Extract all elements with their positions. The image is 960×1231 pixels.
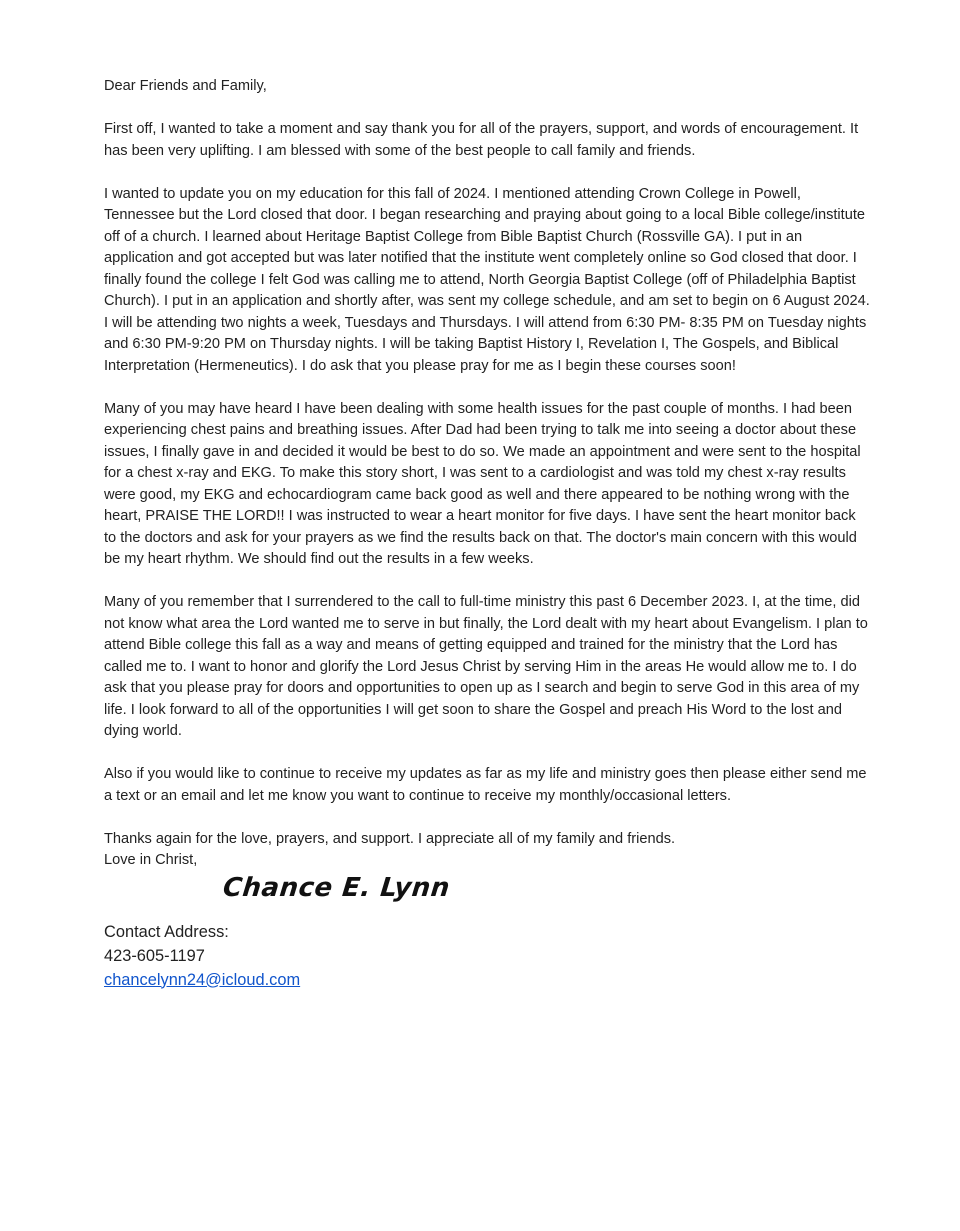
paragraph-thanks: First off, I wanted to take a moment and say thank you for all of the prayers, support, and words of encouragement. It has been very uplifting. I am blessed with some of the best people to call family and friends. xyxy=(104,121,859,159)
contact-email-link[interactable]: chancelynn24@icloud.com xyxy=(104,970,301,989)
contact-label: Contact Address: xyxy=(104,922,229,941)
salutation: Dear Friends and Family, xyxy=(104,78,267,94)
contact-block xyxy=(104,920,870,992)
contact-phone: 423-605-1197 xyxy=(104,946,205,965)
paragraph-health: Many of you may have heard I have been dealing with some health issues for the past couple of months. I had been experiencing chest pains and breathing issues. After Dad had been trying to talk me into seeing a doctor about these issues, I finally gave in and decided it would be best to do so. We made an appointment and were sent to the hospital for a chest x-ray and EKG. To make this story short, I was sent to a cardiologist and was told my chest x-ray results were good, my EKG and echocardiogram came back good as well and there appeared to be nothing wrong with the heart, PRAISE THE LORD!! I was instructed to wear a heart monitor for five days. I have sent the heart monitor back to the doctors and ask for your prayers as we find the results back on that. The doctor's main concern with this would be my heart rhythm. We should find out the results in a few weeks. xyxy=(104,400,861,567)
paragraph-ministry: Many of you remember that I surrendered to the call to full-time ministry this past 6 December 2023. I, at the time, did not know what area the Lord wanted me to serve in but finally, the Lord dealt with my heart about Evangelism. I plan to attend Bible college this fall as a way and means of getting equipped and trained for the ministry that the Lord has called me to. I want to honor and glorify the Lord Jesus Christ by serving Him in the areas He would allow me to. I do ask that you please pray for doors and opportunities to open up as I search and begin to serve God in this area of my life. I look forward to all of the opportunities I will get soon to share the Gospel and preach His Word to the lost and dying world. xyxy=(104,594,868,739)
closing-thanks: Thanks again for the love, prayers, and support. I appreciate all of my family and friends. xyxy=(104,830,676,847)
paragraph-updates: Also if you would like to continue to receive my updates as far as my life and ministry goes then please either send me a text or an email and let me know you want to continue to receive my monthly/occasional letters. xyxy=(104,766,867,804)
closing: Love in Christ, xyxy=(104,852,198,868)
signature: Chance E. Lynn xyxy=(221,872,452,903)
paragraph-education: I wanted to update you on my education for this fall of 2024. I mentioned attending Crown College in Powell, Tennessee but the Lord closed that door. I began researching and praying about going to a local Bible college/institute off of a church. I learned about Heritage Baptist College from Bible Baptist Church (Rossville GA). I put in an application and got accepted but was later notified that the institute went completely online so God closed that door. I finally found the college I felt God was calling me to attend, North Georgia Baptist College (off of Philadelphia Baptist Church). I put in an application and shortly after, was sent my college schedule, and am set to begin on 6 August 2024. I will be attending two nights a week, Tuesdays and Thursdays. I will attend from 6:30 PM- 8:35 PM on Tuesday nights and 6:30 PM-9:20 PM on Thursday nights. I will be taking Baptist History I, Revelation I, The Gospels, and Biblical Interpretation (Hermeneutics). I do ask that you please pray for me as I begin these courses soon! xyxy=(104,185,870,374)
letter-body xyxy=(104,76,870,992)
